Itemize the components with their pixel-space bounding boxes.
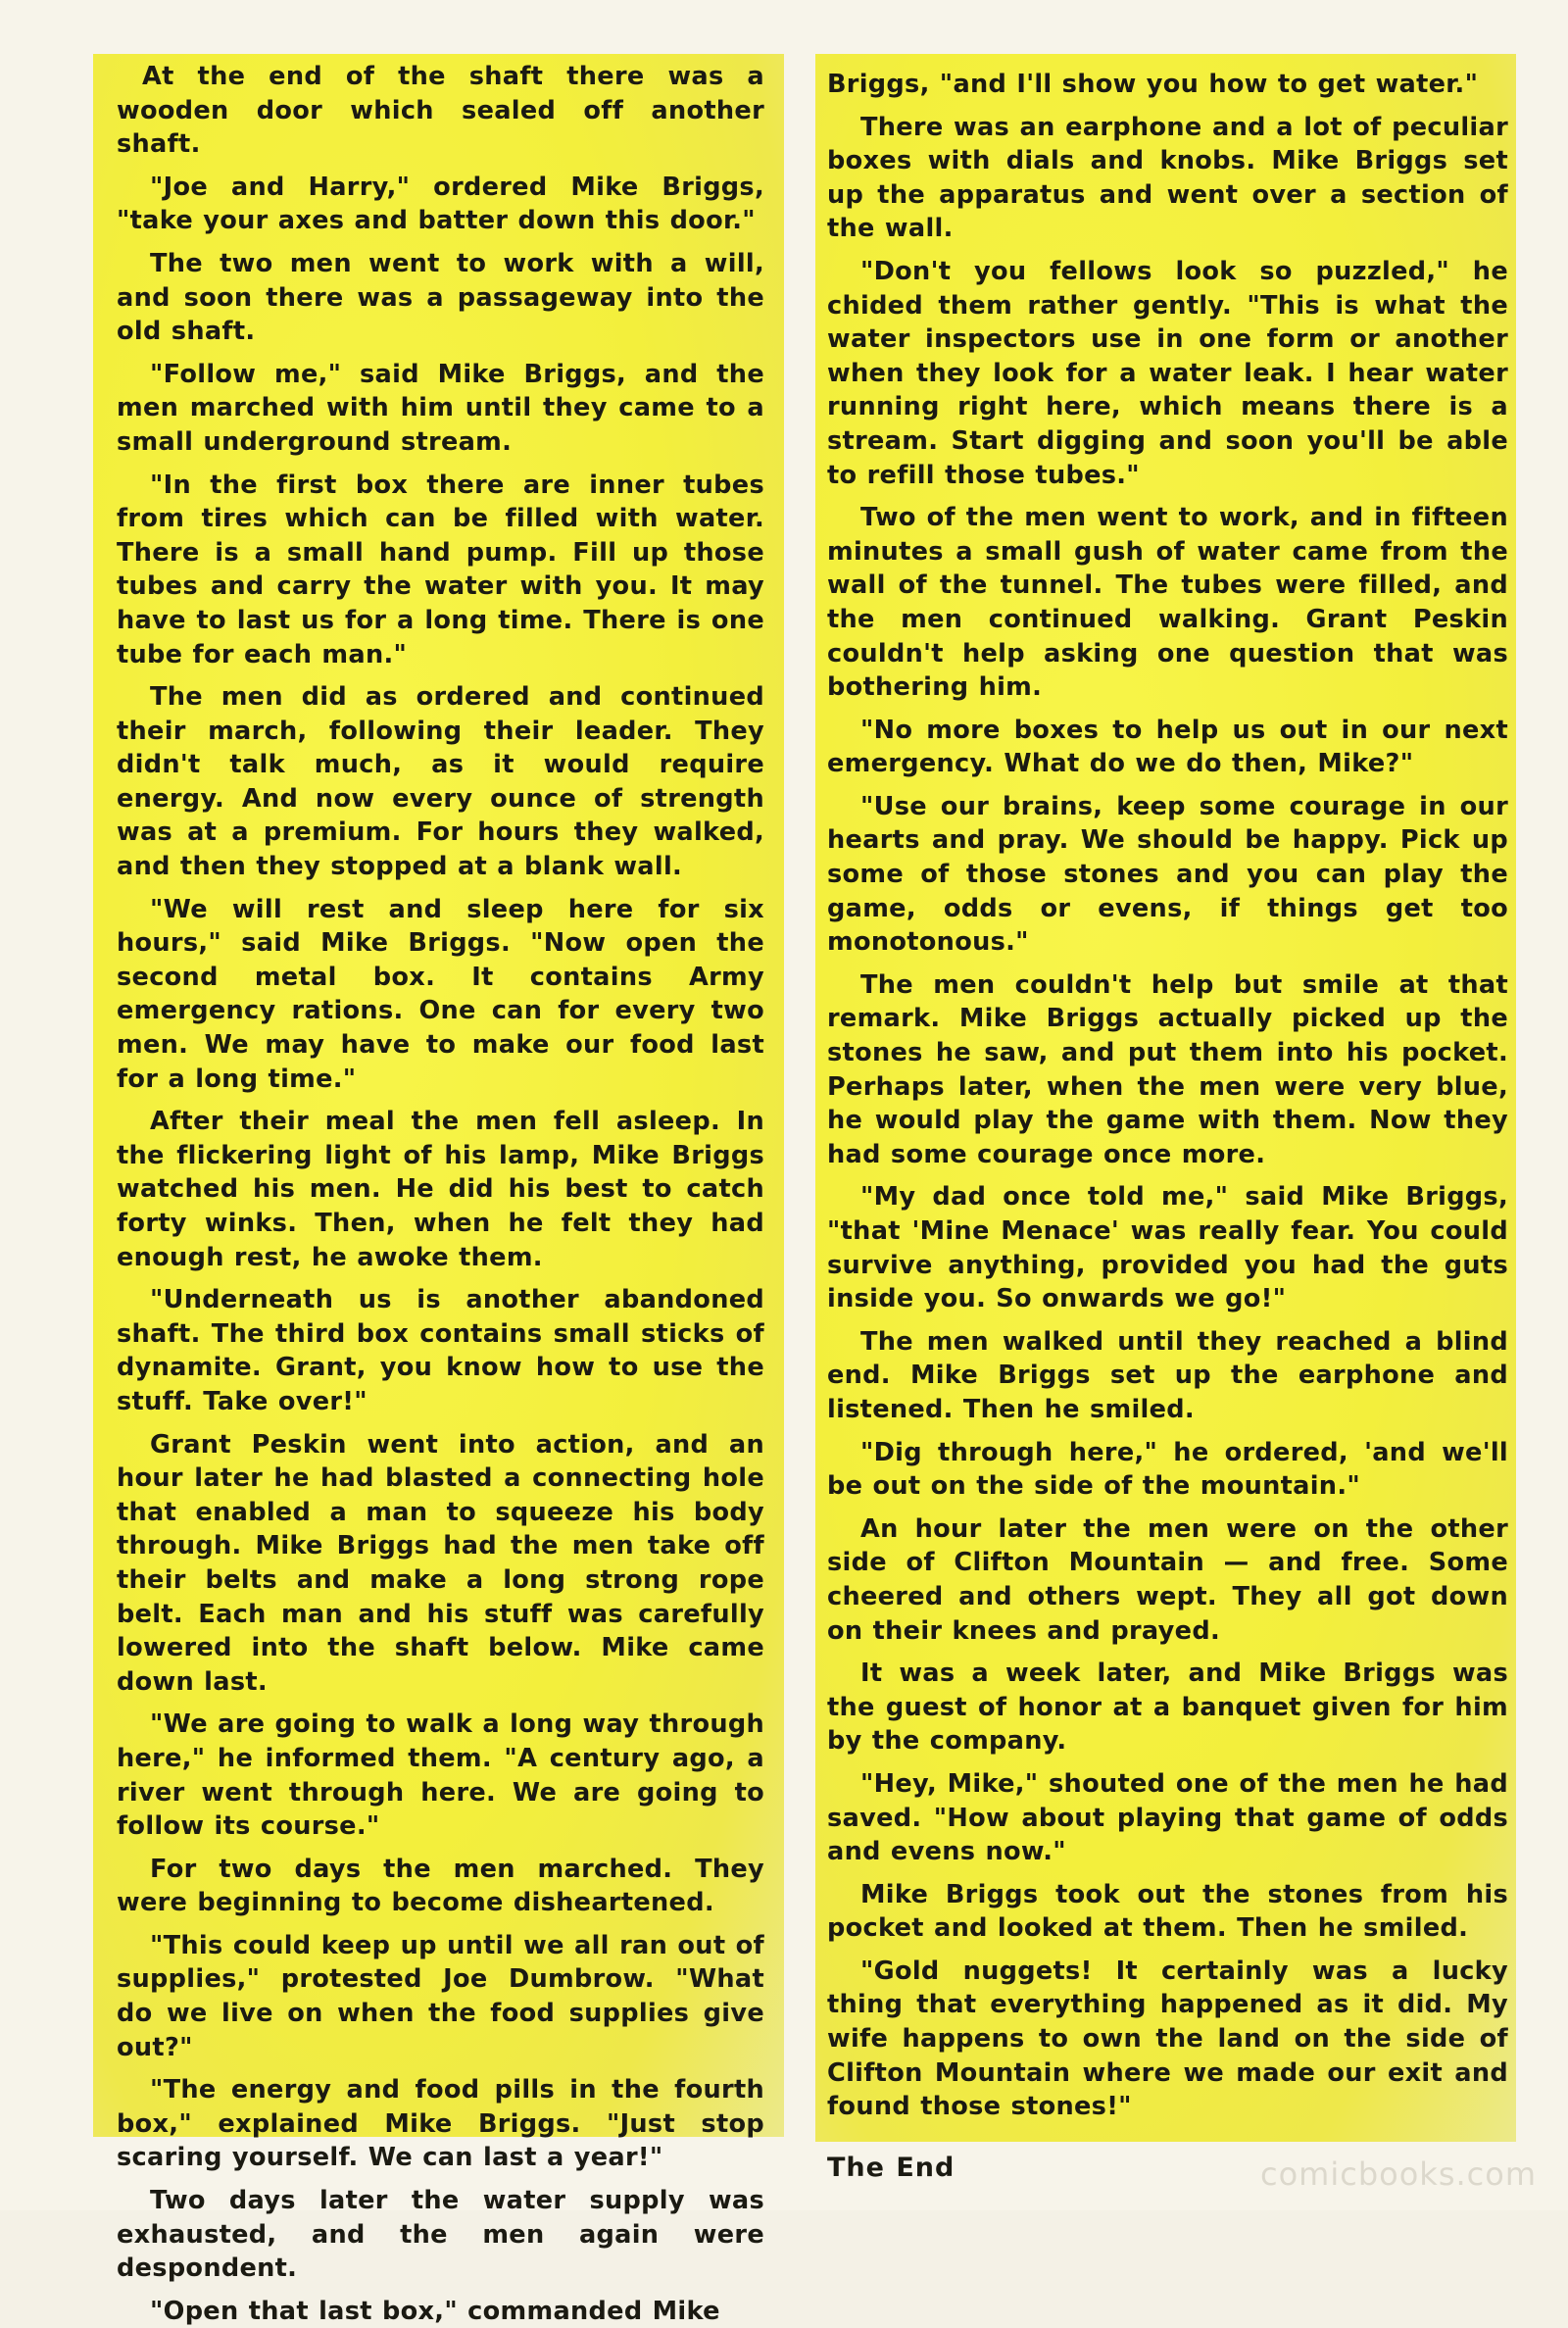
paragraph: The men walked until they reached a blind end. Mike Briggs set up the earphone and listened. Then he smiled. (827, 1326, 1508, 1424)
paragraph: "Follow me," said Mike Briggs, and the men marched with him until they came to a small underground stream. (117, 359, 764, 457)
paragraph: Two days later the water supply was exhausted, and the men again were despondent. (117, 2186, 764, 2284)
paragraph: An hour later the men were on the other side of Clifton Mountain — and free. Some cheered and others wept. They all got down on their knees and prayed. (827, 1513, 1508, 1646)
paragraph: "This could keep up until we all ran out of supplies," protested Joe Dumbrow. "What do we live on when the food supplies give out?" (117, 1930, 764, 2062)
paragraph: "Gold nuggets! It certainly was a lucky thing that everything happened as it did. My wife happens to own the land on the side of Clifton Mountain where we made our exit and found those stones!" (827, 1956, 1508, 2122)
paragraph: "No more boxes to help us out in our next emergency. What do we do then, Mike?" (827, 715, 1508, 779)
left-text-column (93, 54, 784, 2326)
paragraph: It was a week later, and Mike Briggs was the guest of honor at a banquet given for him by the company. (827, 1659, 1508, 1757)
paragraph: After their meal the men fell asleep. In the flickering light of his lamp, Mike Briggs watched his men. He did his best to catch forty winks. Then, when he felt they had enough rest, he awoke them. (117, 1107, 764, 1272)
paragraph: "Don't you fellows look so puzzled," he chided them rather gently. "This is what the water inspectors use in one form or another when they look for a water leak. I hear water running right here, which means there is a stream. Start digging and soon you'll be able to refill those tubes." (827, 256, 1508, 490)
paragraph: Mike Briggs took out the stones from his pocket and looked at them. Then he smiled. (827, 1879, 1508, 1944)
paragraph: "My dad once told me," said Mike Briggs, "that 'Mine Menace' was really fear. You could survive anything, provided you had the guts inside you. So onwards we go!" (827, 1182, 1508, 1314)
the-end-label: The End (827, 2152, 956, 2183)
watermark-logo: comicbooks.com (1259, 2155, 1537, 2193)
paragraph: The two men went to work with a will, and soon there was a passageway into the old shaft. (117, 248, 764, 347)
paragraph: At the end of the shaft there was a wooden door which sealed off another shaft. (117, 62, 764, 160)
paragraph: There was an earphone and a lot of peculiar boxes with dials and knobs. Mike Briggs set up the apparatus and went over a section of the wall. (827, 112, 1508, 244)
paragraph: For two days the men marched. They were beginning to become disheartened. (117, 1854, 764, 1918)
paragraph: The men couldn't help but smile at that remark. Mike Briggs actually picked up the stones he saw, and put them into his pocket. Perhaps later, when the men were very blue, he would play the game with them. Now they had some courage once more. (827, 969, 1508, 1169)
paragraph: "Open that last box," commanded Mike (150, 2296, 720, 2326)
paragraph: "Hey, Mike," shouted one of the men he had saved. "How about playing that game of odds and evens now." (827, 1768, 1508, 1867)
paragraph: "The energy and food pills in the fourth box," explained Mike Briggs. "Just stop scaring yourself. We can last a year!" (117, 2075, 764, 2173)
paragraph: "Underneath us is another abandoned shaft. The third box contains small sticks of dynamite. Grant, you know how to use the stuff. Take over!" (117, 1285, 764, 1416)
paragraph: Grant Peskin went into action, and an hour later he had blasted a connecting hole that enabled a man to squeeze his body through. Mike Briggs had the men take off their belts and make a long strong rope belt. Each man and his stuff was carefully lowered into the shaft below. Mike came down last. (117, 1429, 764, 1697)
paragraph: "Joe and Harry," ordered Mike Briggs, "take your axes and batter down this door." (117, 172, 764, 236)
paragraph: "We will rest and sleep here for six hours," said Mike Briggs. "Now open the second metal box. It contains Army emergency rations. One can for every two men. We may have to make our food last for a long time." (117, 894, 764, 1094)
paragraph: The men did as ordered and continued their march, following their leader. They didn't talk much, as it would require energy. And now every ounce of strength was at a premium. For hours they walked, and then they stopped at a blank wall. (117, 682, 764, 882)
paragraph: "We are going to walk a long way through here," he informed them. "A century ago, a river went through here. We are going to follow its course." (117, 1709, 764, 1842)
paragraph: "Use our brains, keep some courage in our hearts and pray. We should be happy. Pick up some of those stones and you can play the game, odds or evens, if things get too monotonous." (827, 791, 1508, 958)
paragraph: "In the first box there are inner tubes from tires which can be filled with water. There is a small hand pump. Fill up those tubes and carry the water with you. It may have to last us for a long time. There is one tube for each man." (117, 470, 764, 669)
paragraph: Briggs, "and I'll show you how to get water." (827, 70, 1479, 99)
paragraph: Two of the men went to work, and in fifteen minutes a small gush of water came from the wall of the tunnel. The tubes were filled, and the men continued walking. Grant Peskin couldn't help asking one question that was bothering him. (827, 503, 1508, 703)
paragraph: "Dig through here," he ordered, 'and we'll be out on the side of the mountain." (827, 1437, 1508, 1502)
